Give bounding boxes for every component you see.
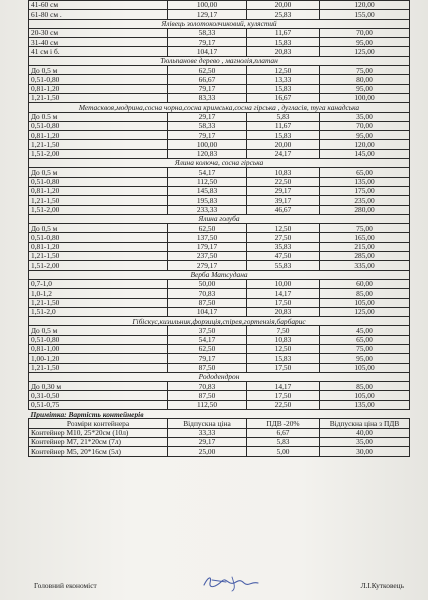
table-row [29,177,410,186]
table-row [29,437,410,446]
table-row [29,279,410,288]
size-cell: 1,51-2,00 [29,261,168,270]
table-row [29,168,410,177]
table-row [29,354,410,363]
section-row [29,317,410,326]
price-cell: 179,17 [168,242,247,251]
vat-cell: 15,83 [247,354,320,363]
column-header: Розміри контейнера [29,419,168,428]
price-with-vat-cell: 35,00 [320,112,410,121]
table-row [29,363,410,372]
price-with-vat-cell: 335,00 [320,261,410,270]
vat-cell: 11,67 [247,121,320,130]
price-with-vat-cell: 280,00 [320,205,410,214]
table-row [29,38,410,47]
section-row [29,214,410,223]
table-row [29,205,410,214]
vat-cell: 20,83 [247,47,320,56]
vat-cell: 22,50 [247,177,320,186]
size-cell: 1,21-1,50 [29,363,168,372]
price-with-vat-cell: 95,00 [320,84,410,93]
section-row [29,372,410,381]
size-cell: 1,00-1,20 [29,354,168,363]
vat-cell: 17,50 [247,391,320,400]
price-table [28,0,410,457]
price-cell: 120,83 [168,149,247,158]
size-cell: 1,21-1,50 [29,140,168,149]
size-cell: 41-60 см [29,1,168,10]
table-row [29,28,410,37]
price-with-vat-cell: 125,00 [320,47,410,56]
vat-cell: 17,50 [247,298,320,307]
note-row [29,410,410,419]
price-with-vat-cell: 85,00 [320,289,410,298]
size-cell: 1,51-2,0 [29,307,168,316]
price-cell: 58,33 [168,28,247,37]
table-row [29,307,410,316]
size-cell: 0,51-0,80 [29,177,168,186]
size-cell: 0,81-1,00 [29,344,168,353]
price-with-vat-cell: 235,00 [320,196,410,205]
size-cell: До 0,5 м [29,168,168,177]
section-title: Ялина колюча, сосна гірська [29,159,410,168]
vat-cell: 5,83 [247,112,320,121]
price-with-vat-cell: 135,00 [320,177,410,186]
vat-cell: 5,00 [247,447,320,456]
price-with-vat-cell: 30,00 [320,447,410,456]
price-cell: 29,17 [168,437,247,446]
column-header: ПДВ -20% [247,419,320,428]
price-with-vat-cell: 65,00 [320,335,410,344]
price-cell: 145,83 [168,186,247,195]
size-cell: 0,51-0,75 [29,400,168,409]
price-cell: 54,17 [168,168,247,177]
price-with-vat-cell: 145,00 [320,149,410,158]
price-cell: 62,50 [168,344,247,353]
vat-cell: 20,00 [247,1,320,10]
vat-cell: 46,67 [247,205,320,214]
price-cell: 29,17 [168,112,247,121]
size-cell: До 0,5 м [29,224,168,233]
price-cell: 62,50 [168,66,247,75]
price-cell: 37,50 [168,326,247,335]
section-row [29,270,410,279]
section-row [29,103,410,112]
size-cell: Контейнер М10, 25*20см (10л) [29,428,168,437]
size-cell: 1,21-1,50 [29,252,168,261]
price-with-vat-cell: 105,00 [320,298,410,307]
vat-cell: 10,00 [247,279,320,288]
price-with-vat-cell: 95,00 [320,354,410,363]
table-row [29,428,410,437]
size-cell: 0,51-0,80 [29,121,168,130]
price-cell: 87,50 [168,391,247,400]
price-with-vat-cell: 120,00 [320,1,410,10]
price-cell: 100,00 [168,1,247,10]
price-cell: 79,17 [168,354,247,363]
section-title: Ялівець золотоколчиковий, кулястий [29,19,410,28]
table-row [29,326,410,335]
price-with-vat-cell: 105,00 [320,363,410,372]
size-cell: 20-30 см [29,28,168,37]
price-cell: 79,17 [168,84,247,93]
table-row [29,75,410,84]
table-row [29,149,410,158]
price-cell: 79,17 [168,38,247,47]
price-with-vat-cell: 100,00 [320,93,410,102]
price-with-vat-cell: 35,00 [320,437,410,446]
table-row [29,131,410,140]
price-cell: 279,17 [168,261,247,270]
vat-cell: 16,67 [247,93,320,102]
vat-cell: 22,50 [247,400,320,409]
size-cell: 61-80 см . [29,10,168,19]
size-cell: 41 см і б. [29,47,168,56]
size-cell: 0,51-0,80 [29,233,168,242]
size-cell: 1,21-1,50 [29,298,168,307]
price-with-vat-cell: 175,00 [320,186,410,195]
vat-cell: 20,83 [247,307,320,316]
vat-cell: 12,50 [247,224,320,233]
vat-cell: 39,17 [247,196,320,205]
price-with-vat-cell: 215,00 [320,242,410,251]
size-cell: 1,0-1,2 [29,289,168,298]
section-title: Рододендрон [29,372,410,381]
price-with-vat-cell: 80,00 [320,75,410,84]
price-cell: 237,50 [168,252,247,261]
table-row [29,140,410,149]
size-cell: 1,21-1,50 [29,196,168,205]
price-cell: 104,17 [168,307,247,316]
vat-cell: 14,17 [247,382,320,391]
price-cell: 112,50 [168,400,247,409]
price-with-vat-cell: 105,00 [320,391,410,400]
price-with-vat-cell: 75,00 [320,344,410,353]
price-cell: 100,00 [168,140,247,149]
price-cell: 137,50 [168,233,247,242]
price-cell: 62,50 [168,224,247,233]
size-cell: До 0,5 м [29,66,168,75]
vat-cell: 13,33 [247,75,320,84]
signature-block [34,577,404,593]
price-with-vat-cell: 120,00 [320,140,410,149]
section-row [29,159,410,168]
table-row [29,47,410,56]
table-row [29,447,410,456]
price-cell: 25,00 [168,447,247,456]
price-cell: 87,50 [168,363,247,372]
handwritten-signature [182,571,282,595]
table-row [29,335,410,344]
price-cell: 79,17 [168,131,247,140]
price-cell: 50,00 [168,279,247,288]
vat-cell: 17,50 [247,363,320,372]
vat-cell: 24,17 [247,149,320,158]
price-with-vat-cell: 135,00 [320,400,410,409]
size-cell: До 0,5 м [29,326,168,335]
size-cell: 0,51-0,80 [29,75,168,84]
vat-cell: 35,83 [247,242,320,251]
vat-cell: 55,83 [247,261,320,270]
price-with-vat-cell: 285,00 [320,252,410,261]
price-with-vat-cell: 155,00 [320,10,410,19]
price-with-vat-cell: 70,00 [320,121,410,130]
note-text: Примітка: Вартість контейнерів [30,409,144,419]
table-row [29,196,410,205]
table-row [29,298,410,307]
size-cell: До 0.5 м [29,112,168,121]
section-title: Тюльпанове дерево , магнолія,платан [29,56,410,65]
vat-cell: 7,50 [247,326,320,335]
vat-cell: 12,50 [247,344,320,353]
price-cell: 58,33 [168,121,247,130]
size-cell: Контейнер М5, 20*16см (5л) [29,447,168,456]
vat-cell: 11,67 [247,28,320,37]
size-cell: 0,81-1,20 [29,84,168,93]
table-row [29,10,410,19]
size-cell: До 0,30 м [29,382,168,391]
price-with-vat-cell: 95,00 [320,38,410,47]
vat-cell: 47,50 [247,252,320,261]
table-row [29,1,410,10]
position-label: Головний економіст [34,581,97,590]
price-cell: 70,83 [168,382,247,391]
table-row [29,252,410,261]
table-row [29,84,410,93]
vat-cell: 5,83 [247,437,320,446]
size-cell: 0,81-1,20 [29,131,168,140]
price-cell: 104,17 [168,47,247,56]
price-with-vat-cell: 60,00 [320,279,410,288]
table-row [29,224,410,233]
vat-cell: 12,50 [247,66,320,75]
signatory-name: Л.І.Кутковець [360,581,404,590]
price-with-vat-cell: 40,00 [320,428,410,437]
vat-cell: 15,83 [247,38,320,47]
vat-cell: 10,83 [247,168,320,177]
size-cell: 1,21-1,50 [29,93,168,102]
section-title: Ялина голуба [29,214,410,223]
vat-cell: 15,83 [247,131,320,140]
size-cell: 31-40 см [29,38,168,47]
table-row [29,66,410,75]
price-with-vat-cell: 45,00 [320,326,410,335]
table-row [29,261,410,270]
size-cell: 0,51-0,80 [29,335,168,344]
column-header: Відпускна ціна з ПДВ [320,419,410,428]
table-row [29,289,410,298]
price-cell: 112,50 [168,177,247,186]
price-cell: 83,33 [168,93,247,102]
table-row [29,93,410,102]
section-title: Метасквоя,модрина,сосна чорна,сосна кримська,сосна гірська , дугласія, туга канадська [29,103,410,112]
price-cell: 129,17 [168,10,247,19]
size-cell: 1,51-2,00 [29,205,168,214]
vat-cell: 29,17 [247,186,320,195]
table-row [29,121,410,130]
price-with-vat-cell: 85,00 [320,382,410,391]
table-row [29,112,410,121]
table-row [29,242,410,251]
price-with-vat-cell: 125,00 [320,307,410,316]
table-row [29,344,410,353]
table-row [29,233,410,242]
table-row [29,400,410,409]
size-cell: 0,7-1,0 [29,279,168,288]
vat-cell: 6,67 [247,428,320,437]
vat-cell: 20,00 [247,140,320,149]
size-cell: 0,81-1,20 [29,242,168,251]
size-cell: Контейнер М7, 21*20см (7л) [29,437,168,446]
vat-cell: 25,83 [247,10,320,19]
price-cell: 66,67 [168,75,247,84]
price-with-vat-cell: 75,00 [320,66,410,75]
price-table-body [29,1,410,457]
table-header-row [29,419,410,428]
price-cell: 33,33 [168,428,247,437]
vat-cell: 14,17 [247,289,320,298]
price-with-vat-cell: 75,00 [320,224,410,233]
vat-cell: 15,83 [247,84,320,93]
price-with-vat-cell: 70,00 [320,28,410,37]
table-row [29,186,410,195]
price-with-vat-cell: 165,00 [320,233,410,242]
size-cell: 0,81-1,20 [29,186,168,195]
price-with-vat-cell: 65,00 [320,168,410,177]
price-cell: 87,50 [168,298,247,307]
section-title: Гібіскус,кизильник,форзиція,спірея,гортензія,барбарис [29,317,410,326]
vat-cell: 10,83 [247,335,320,344]
price-cell: 195,83 [168,196,247,205]
price-cell: 233,33 [168,205,247,214]
column-header: Відпускна ціна [168,419,247,428]
table-row [29,382,410,391]
table-row [29,391,410,400]
size-cell: 0,31-0,50 [29,391,168,400]
section-row [29,19,410,28]
section-title: Верба Матсудана [29,270,410,279]
size-cell: 1,51-2,00 [29,149,168,158]
price-cell: 70,83 [168,289,247,298]
price-with-vat-cell: 95,00 [320,131,410,140]
vat-cell: 27,50 [247,233,320,242]
price-cell: 54,17 [168,335,247,344]
section-row [29,56,410,65]
